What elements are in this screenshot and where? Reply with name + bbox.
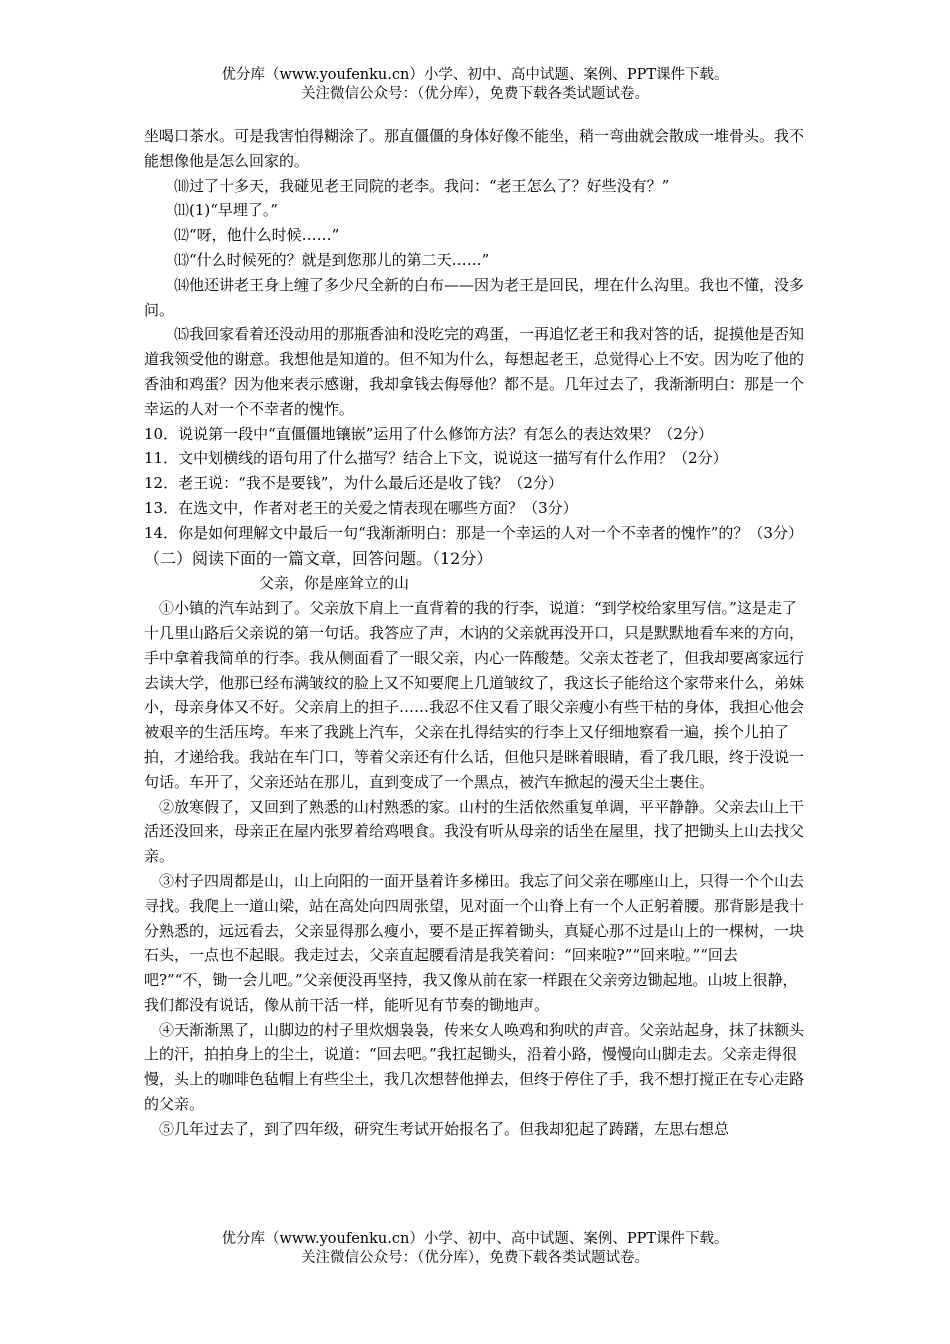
question-10: 10．说说第一段中“直僵僵地镶嵌”运用了什么修饰方法？有怎么的表达效果？（2分） (144, 424, 713, 443)
section-heading: （二）阅读下面的一篇文章，回答问题。（12分） (144, 548, 493, 568)
article-paragraph-5: ⑤几年过去了，到了四年级，研究生考试开始报名了。但我却犯起了踌躇，左思右想总 (159, 1119, 730, 1138)
article-paragraph-3: ③村子四周都是山，山上向阳的一面开垦着许多梯田。我忘了问父亲在哪座山上，只得一个个山去寻找。我爬上一道山梁，站在高处向四周张望，见对面一个山脊上有一个人正躬着腰。那背影是我十分熟悉的，远远看去，父亲显得那么瘦小，要不是正挥着锄头，真疑心那不过是山上的一棵树，一块石头，一点也不起眼。我走过去，父亲直起腰看清是我笑着问：“回来啦?”“回来啦。”“回去吧?”“不，锄一会儿吧。”父亲便没再坚持，我又像从前在家一样跟在父亲旁边锄起地。山坡上很静，我们都没有说话，像从前干活一样，能听见有节奏的锄地声。 (144, 871, 805, 1014)
paragraph-15: ⒂我回家看着还没动用的那瓶香油和没吃完的鸡蛋，一再追忆老王和我对答的话，捉摸他是否知道我领受他的谢意。我想他是知道的。但不知为什么，每想起老王，总觉得心上不安。因为吃了他的香油和鸡蛋？因为他来表示感谢，我却拿钱去侮辱他？都不是。几年过去了，我渐渐明白：那是一个幸运的人对一个不幸者的愧怍。 (144, 325, 805, 418)
question-14: 14．你是如何理解文中最后一句“我渐渐明白：那是一个幸运的人对一个不幸者的愧怍”的？（3分） (144, 523, 803, 542)
question-13: 13．在选文中，作者对老王的关爱之情表现在哪些方面？（3分） (144, 498, 578, 517)
paragraph-14: ⒁他还讲老王身上缠了多少尺全新的白布——因为老王是回民，埋在什么沟里。我也不懂，没多问。 (144, 275, 805, 319)
paragraph-10: ⑽过了十多天，我碰见老王同院的老李。我问：“老王怎么了？好些没有？” (174, 176, 670, 195)
paragraph-13: ⒀“什么时候死的？就是到您那儿的第二天……” (174, 250, 490, 269)
header-line-2: 关注微信公众号：（优分库），免费下载各类试题试卷。 (301, 86, 649, 102)
article-title: 父亲，你是座耸立的山 (259, 574, 410, 593)
paragraph-12: ⑿“呀，他什么时候……” (174, 226, 340, 245)
footer-line-2: 关注微信公众号：（优分库），免费下载各类试题试卷。 (301, 1250, 649, 1266)
footer-line-1: 优分库（www.youfenku.cn）小学、初中、高中试题、案例、PPT课件下载。 (221, 1231, 729, 1247)
header-line-1: 优分库（www.youfenku.cn）小学、初中、高中试题、案例、PPT课件下载。 (221, 67, 729, 83)
document-body (144, 124, 806, 1142)
paragraph-continued: 坐喝口茶水。可是我害怕得糊涂了。那直僵僵的身体好像不能坐，稍一弯曲就会散成一堆骨头。我不能想像他是怎么回家的。 (144, 127, 805, 170)
question-11: 11．文中划横线的语句用了什么描写？结合上下文，说说这一描写有什么作用？（2分） (144, 449, 728, 468)
page-footer (0, 1230, 950, 1268)
article-paragraph-1: ①小镇的汽车站到了。父亲放下肩上一直背着的我的行李，说道：“到学校给家里写信。”这是走了十几里山路后父亲说的第一句话。我答应了声，木讷的父亲就再没开口，只是默默地看车来的方向，手中拿着我简单的行李。我从侧面看了一眼父亲，内心一阵酸楚。父亲太苍老了，但我却要离家远行去读大学，他那已经布满皱纹的脸上又不知要爬上几道皱纹了，我这长子能给这个家带来什么，弟妹小，母亲身体又不好。父亲肩上的担子……我忍不住又看了眼父亲瘦小有些干枯的身体，我担心他会被艰辛的生活压垮。车来了我跳上汽车，父亲在扎得结实的行李上又仔细地察看一遍，挨个儿拍了拍，才递给我。我站在车门口，等着父亲还有什么话，但他只是眯着眼睛，看了我几眼，终于没说一句话。车开了，父亲还站在那儿，直到变成了一个黑点，被汽车掀起的漫天尘土裹住。 (144, 599, 805, 791)
question-12: 12．老王说：“我不是要钱”，为什么最后还是收了钱？（2分） (144, 474, 563, 493)
paragraph-11: ⑾(1)“早埋了。” (174, 201, 279, 220)
article-paragraph-4: ④天渐渐黑了，山脚边的村子里炊烟袅袅，传来女人唤鸡和狗吠的声音。父亲站起身，抹了抹额头上的汗，拍拍身上的尘土，说道：“回去吧。”我扛起锄头，沿着小路，慢慢向山脚走去。父亲走得很慢，头上的咖啡色毡帽上有些尘土，我几次想替他掸去，但终于停住了手，我不想打搅正在专心走路的父亲。 (144, 1020, 805, 1114)
article-paragraph-2: ②放寒假了，又回到了熟悉的山村熟悉的家。山村的生活依然重复单调，平平静静。父亲去山上干活还没回来，母亲正在屋内张罗着给鸡喂食。我没有听从母亲的话坐在屋里，找了把锄头上山去找父亲。 (144, 797, 805, 866)
page-header (0, 66, 950, 104)
